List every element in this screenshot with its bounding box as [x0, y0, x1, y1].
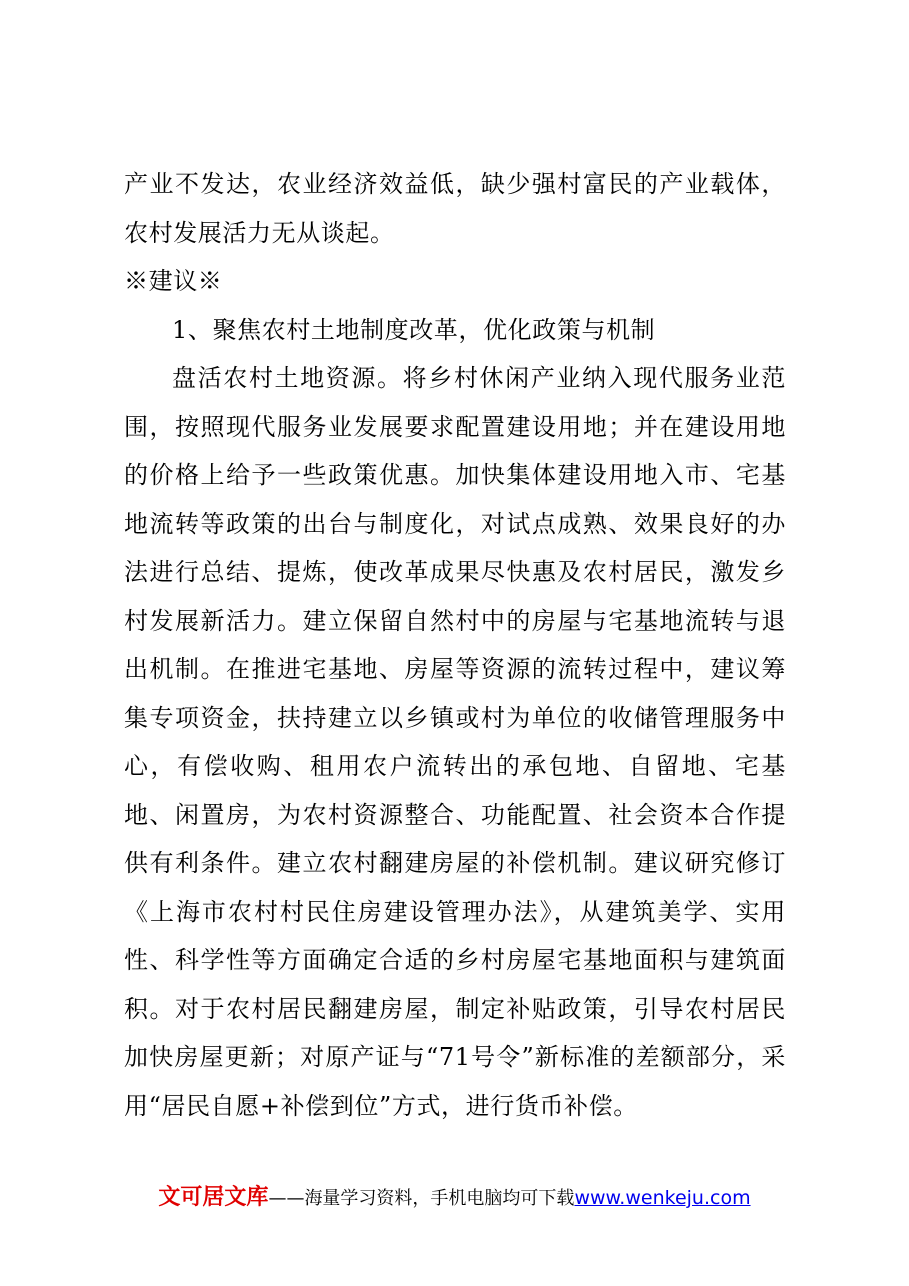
- footer-description: ——海量学习资料，手机电脑均可下载: [268, 1188, 575, 1209]
- paragraph-continuation: 产业不发达，农业经济效益低，缺少强村富民的产业载体，农村发展活力无从谈起。: [124, 170, 786, 247]
- brand-name: 文可居文库: [158, 1185, 269, 1210]
- footer-banner: [0, 1180, 909, 1211]
- website-link[interactable]: www.wenkeju.com: [574, 1187, 751, 1209]
- subheading-land-reform: 1、聚焦农村土地制度改革，优化政策与机制: [172, 315, 656, 344]
- section-heading-suggestions: ※建议※: [124, 267, 223, 295]
- paragraph-land-resources: 盘活农村土地资源。将乡村休闲产业纳入现代服务业范围，按照现代服务业发展要求配置建设用地；并在建设用地的价格上给予一些政策优惠。加快集体建设用地入市、宅基地流转等政策的出台与制度化，对试点成熟、效果良好的办法进行总结、提炼，使改革成果尽快惠及农村居民，激发乡村发展新活力。建立保留自然村中的房屋与宅基地流转与退出机制。在推进宅基地、房屋等资源的流转过程中，建议筹集专项资金，扶持建立以乡镇或村为单位的收储管理服务中心，有偿收购、租用农户流转出的承包地、自留地、宅基地、闲置房，为农村资源整合、功能配置、社会资本合作提供有利条件。建立农村翻建房屋的补偿机制。建议研究修订《上海市农村村民住房建设管理办法》，从建筑美学、实用性、科学性等方面确定合适的乡村房屋宅基地面积与建筑面积。对于农村居民翻建房屋，制定补贴政策，引导农村居民加快房屋更新；对原产证与“71号令”新标准的差额部分，采用“居民自愿+补偿到位”方式，进行货币补偿。: [124, 364, 786, 1120]
- document-body: [124, 160, 786, 1130]
